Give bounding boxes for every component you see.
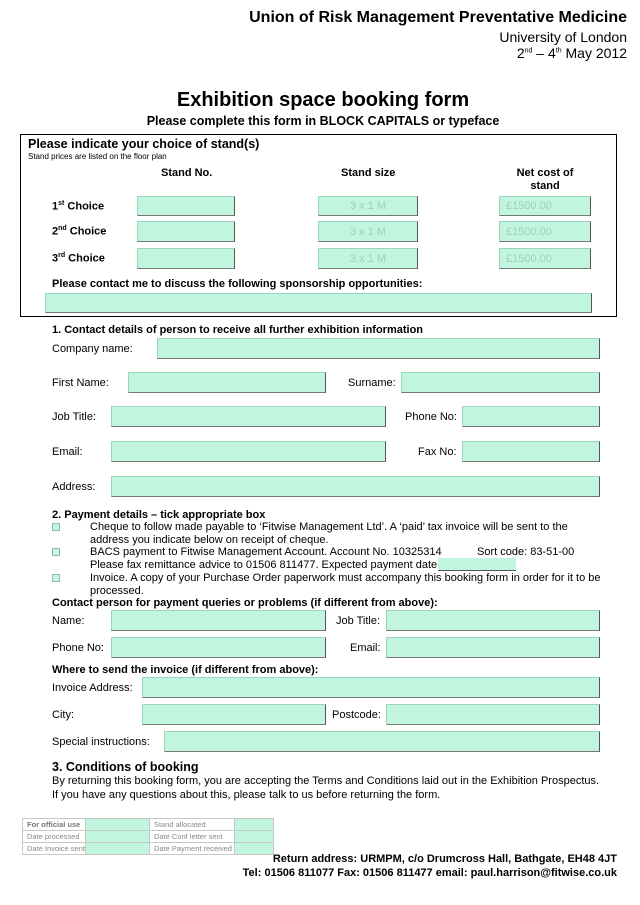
email-field[interactable]: [111, 441, 386, 462]
date-invoice-sent-label: Date Invoice sent: [23, 843, 86, 855]
postcode-field[interactable]: [386, 704, 600, 725]
cheque-checkbox[interactable]: [52, 523, 60, 531]
conditions-text: If you have any questions about this, please talk to us before returning the form.: [52, 789, 441, 801]
choice-sup: nd: [58, 225, 67, 232]
stand-no-field-1[interactable]: [137, 196, 235, 216]
invoice-text: processed.: [90, 585, 144, 597]
payment-date-field[interactable]: [438, 558, 516, 571]
first-name-field[interactable]: [128, 372, 326, 393]
official-cell[interactable]: [234, 819, 273, 831]
address-label: Address:: [52, 481, 96, 493]
special-instructions-field[interactable]: [164, 731, 600, 752]
date-processed-label: Date processed: [23, 831, 86, 843]
query-name-label: Name:: [52, 615, 85, 627]
date-part: – 4: [532, 45, 556, 61]
event-date: [517, 45, 627, 61]
choice-label: [52, 225, 106, 238]
date-part: 2: [516, 45, 525, 61]
form-subtitle: Please complete this form in BLOCK CAPITALS or typeface: [146, 114, 500, 128]
org-name: Union of Risk Management Preventative Medicine: [249, 9, 627, 26]
surname-label: Surname:: [348, 377, 396, 389]
invoice-text: Invoice. A copy of your Purchase Order paperwork must accompany this booking form in order for it to be: [90, 572, 601, 584]
cheque-text: Cheque to follow made payable to ‘Fitwise Management Ltd’. A ‘paid’ tax invoice will be sent to the: [90, 521, 568, 533]
form-title: Exhibition space booking form: [176, 89, 470, 111]
phone-field[interactable]: [462, 406, 600, 427]
invoice-address-field[interactable]: [142, 677, 600, 698]
choice-text: Choice: [66, 225, 107, 238]
surname-field[interactable]: [401, 372, 600, 393]
sort-code: Sort code: 83-51-00: [477, 546, 575, 558]
queries-heading: Contact person for payment queries or problems (if different from above):: [52, 597, 438, 609]
stand-size-field-3[interactable]: 3 x 1 M: [318, 248, 418, 269]
stand-note: Stand prices are listed on the floor plan: [28, 152, 167, 161]
query-job-title-field[interactable]: [386, 610, 600, 631]
payment-heading: 2. Payment details – tick appropriate box: [52, 509, 266, 521]
sponsorship-label: Please contact me to discuss the following sponsorship opportunities:: [52, 278, 423, 290]
university-name: University of London: [499, 29, 627, 45]
query-email-label: Email:: [350, 642, 381, 654]
city-label: City:: [52, 709, 74, 721]
query-name-field[interactable]: [111, 610, 326, 631]
stand-heading: Please indicate your choice of stand(s): [28, 137, 260, 151]
company-field[interactable]: [157, 338, 600, 359]
job-title-label: Job Title:: [52, 411, 97, 423]
stand-no-field-2[interactable]: [137, 221, 235, 242]
fax-field[interactable]: [462, 441, 600, 462]
query-job-title-label: Job Title:: [336, 615, 381, 627]
stand-no-field-3[interactable]: [137, 248, 235, 269]
net-cost-field-2[interactable]: £1500.00: [499, 221, 591, 242]
conditions-text: By returning this booking form, you are accepting the Terms and Conditions laid out in the Exhibition Prospectus.: [52, 775, 600, 787]
choice-text: Choice: [65, 252, 105, 265]
phone-label: Phone No:: [405, 411, 457, 423]
date-part: May 2012: [561, 45, 627, 61]
official-cell[interactable]: [234, 843, 273, 855]
bacs-fax-text: Please fax remittance advice to 01506 811477. Expected payment date: [90, 559, 438, 571]
official-cell[interactable]: [85, 843, 149, 855]
fax-label: Fax No:: [418, 446, 457, 458]
choice-num: 3: [52, 252, 59, 265]
choice-text: Choice: [64, 200, 105, 213]
city-field[interactable]: [142, 704, 326, 725]
choice-label: [52, 200, 104, 213]
invoice-heading: Where to send the invoice (if different from above):: [52, 664, 319, 676]
official-use-table: [22, 818, 274, 855]
col-stand-size: Stand size: [341, 167, 396, 179]
choice-sup: st: [58, 200, 65, 207]
address-field[interactable]: [111, 476, 600, 497]
invoice-checkbox[interactable]: [52, 574, 60, 582]
stand-allocated-label: Stand allocated: [149, 819, 234, 831]
conditions-heading: 3. Conditions of booking: [52, 760, 199, 774]
net-cost-field-3[interactable]: £1500.00: [499, 248, 591, 269]
stand-size-field-2[interactable]: 3 x 1 M: [318, 221, 418, 242]
postcode-label: Postcode:: [332, 709, 381, 721]
company-label: Company name:: [52, 343, 133, 355]
date-sup: th: [555, 47, 562, 55]
bacs-checkbox[interactable]: [52, 548, 60, 556]
choice-num: 1: [52, 200, 59, 213]
net-cost-field-1[interactable]: £1500.00: [499, 196, 591, 216]
invoice-address-label: Invoice Address:: [52, 682, 133, 694]
official-cell[interactable]: [234, 831, 273, 843]
col-net-cost: Net cost of stand: [516, 167, 574, 192]
official-cell[interactable]: [85, 819, 149, 831]
first-name-label: First Name:: [52, 377, 109, 389]
official-use-label: For official use: [23, 819, 86, 831]
choice-num: 2: [52, 225, 59, 238]
footer-contact: Tel: 01506 811077 Fax: 01506 811477 email: paul.harrison@fitwise.co.uk: [242, 867, 617, 879]
official-cell[interactable]: [85, 831, 149, 843]
sponsorship-field[interactable]: [45, 293, 592, 313]
date-conf-letter-label: Date Conf letter sent: [149, 831, 234, 843]
special-instructions-label: Special instructions:: [52, 736, 150, 748]
choice-sup: rd: [58, 252, 66, 259]
col-stand-no: Stand No.: [161, 167, 213, 179]
query-phone-label: Phone No:: [52, 642, 104, 654]
date-payment-label: Date Payment received: [149, 843, 234, 855]
query-phone-field[interactable]: [111, 637, 326, 658]
cheque-text: address you indicate below on receipt of cheque.: [90, 534, 329, 546]
return-address: Return address: URMPM, c/o Drumcross Hall, Bathgate, EH48 4JT: [272, 853, 617, 865]
bacs-text: BACS payment to Fitwise Management Account. Account No. 10325314: [90, 546, 442, 558]
choice-label: [52, 252, 105, 265]
contact-heading: 1. Contact details of person to receive all further exhibition information: [52, 324, 424, 336]
job-title-field[interactable]: [111, 406, 386, 427]
stand-size-field-1[interactable]: 3 x 1 M: [318, 196, 418, 216]
email-label: Email:: [52, 446, 83, 458]
query-email-field[interactable]: [386, 637, 600, 658]
date-sup: nd: [524, 47, 533, 55]
